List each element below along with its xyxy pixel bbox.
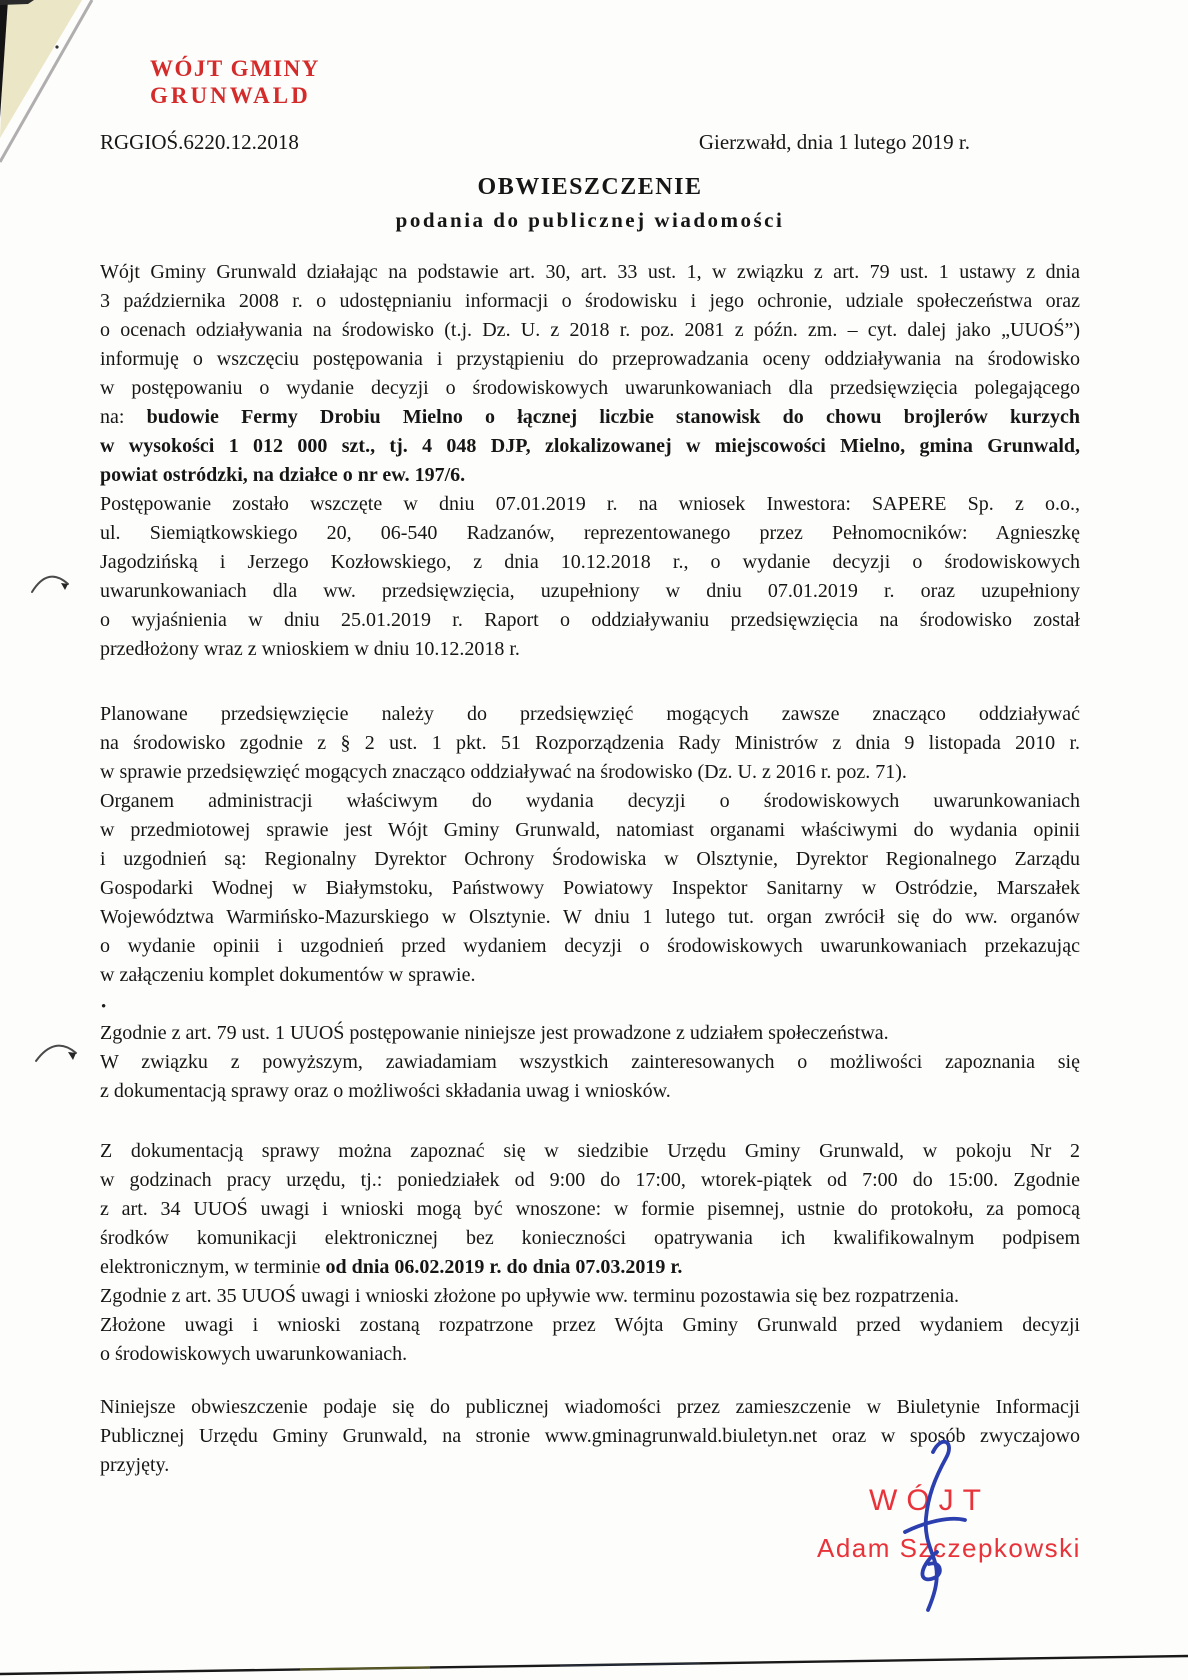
body-line: informuję o wszczęciu postępowania i przystąpieniu do przeprowadzania oceny oddziaływania na środowisko — [100, 348, 1080, 370]
body-line: Zgodnie z art. 35 UUOŚ uwagi i wnioski złożone po upływie ww. terminu pozostawia się bez rozpatrzenia. — [100, 1285, 960, 1307]
body-line: w postępowaniu o wydanie decyzji o środowiskowych uwarunkowaniach dla przedsięwzięcia polegającego — [100, 377, 1080, 399]
document-content — [100, 128, 1080, 1480]
body-line: powiat ostródzki, na działce o nr ew. 197/6. — [100, 464, 466, 486]
body-line: o wydanie opinii i uzgodnień przed wydaniem decyzji o środowiskowych uwarunkowaniach przekazując — [100, 935, 1080, 957]
place-and-date: Gierzwałd, dnia 1 lutego 2019 r. — [698, 130, 970, 154]
signature-name-stamp: Adam Szczepkowski — [817, 1533, 1081, 1563]
body-line: Postępowanie zostało wszczęte w dniu 07.01.2019 r. na wniosek Inwestora: SAPERE Sp. z o.o., — [100, 493, 1080, 515]
body-line: z dokumentacją sprawy oraz o możliwości składania uwag i wniosków. — [100, 1080, 671, 1102]
body-line: w sprawie przedsięwzięć mogących znacząco oddziaływać na środowisko (Dz. U. z 2016 r. poz. 71). — [100, 761, 907, 783]
body-line: z art. 34 UUOŚ uwagi i wnioski mogą być wnoszone: w formie pisemnej, ustnie do protokołu, za pomocą — [100, 1198, 1080, 1220]
body-line: Publicznej Urzędu Gminy Grunwald, na stronie www.gminagrunwald.biuletyn.net oraz w sposób zwyczajowo — [100, 1425, 1080, 1447]
signature-title-stamp: WÓJT — [869, 1484, 990, 1517]
meta-row — [100, 128, 1080, 156]
paragraph-art79 — [100, 1019, 1080, 1048]
body-line: Jagodzińską i Jerzego Kozłowskiego, z dnia 10.12.2018 r., o wydanie decyzji o środowiskowych — [100, 551, 1080, 573]
body-line: na: budowie Fermy Drobiu Mielno o łącznej liczbie stanowisk do chowu brojlerów kurzych — [100, 406, 1080, 428]
body-line: ul. Siemiątkowskiego 20, 06-540 Radzanów, reprezentowanego przez Pełnomocników: Agnieszkę — [100, 522, 1080, 544]
body-line: w wysokości 1 012 000 szt., tj. 4 048 DJP, zlokalizowanej w miejscowości Mielno, gmina Grunwald, — [100, 435, 1080, 457]
body-line: na środowisko zgodnie z § 2 ust. 1 pkt. 51 Rozporządzenia Rady Ministrów z dnia 9 listopada 2010 r. — [100, 732, 1080, 754]
paragraph-dokumentacja — [100, 1137, 1080, 1282]
body-line: o środowiskowych uwarunkowaniach. — [100, 1343, 408, 1365]
margin-curl-mark — [32, 1033, 84, 1073]
paragraph-organem — [100, 787, 1080, 990]
body-line: w przedmiotowej sprawie jest Wójt Gminy Grunwald, natomiast organami właściwymi do wydania opinii — [100, 819, 1080, 841]
letterhead-line1: WÓJT GMINY — [150, 56, 320, 81]
body-line: Z dokumentacją sprawy można zapoznać się w siedzibie Urzędu Gminy Grunwald, w pokoju Nr 2 — [100, 1140, 1080, 1162]
body-line: Gospodarki Wodnej w Białymstoku, Państwowy Powiatowy Inspektor Sanitarny w Ostródzie, Marszałek — [100, 877, 1080, 899]
body-line: W związku z powyższym, zawiadamiam wszystkich zainteresowanych o możliwości zapoznania się — [100, 1051, 1080, 1073]
handwritten-signature-ink — [895, 1432, 975, 1614]
paragraph-art35 — [100, 1282, 1080, 1311]
body-line: Zgodnie z art. 79 ust. 1 UUOŚ postępowanie niniejsze jest prowadzone z udziałem społeczeństwa. — [100, 1022, 889, 1044]
letterhead-line2: GRUNWALD — [150, 83, 311, 108]
body-line: przedłożony wraz z wnioskiem w dniu 10.12.2018 r. — [100, 638, 520, 660]
body-line: w godzinach pracy urzędu, tj.: poniedziałek od 9:00 do 17:00, wtorek-piątek od 7:00 do 15:00. Zgodnie — [100, 1169, 1080, 1191]
paragraph-intro — [100, 258, 1080, 490]
stray-dot-line — [100, 990, 1080, 1019]
body-line: i uzgodnień są: Regionalny Dyrektor Ochrony Środowiska w Olsztynie, Dyrektor Regionalnego Zarządu — [100, 848, 1080, 870]
margin-curl-mark — [28, 562, 76, 604]
body-line: o wyjaśnienia w dniu 25.01.2019 r. Raport o oddziaływaniu przedsięwzięcia na środowisko został — [100, 609, 1080, 631]
body-line: Wójt Gminy Grunwald działając na podstawie art. 30, art. 33 ust. 1, w związku z art. 79 ust. 1 ustawy z dnia — [100, 261, 1080, 283]
paragraph-wszczecie — [100, 490, 1080, 664]
letterhead-stamp — [150, 55, 320, 109]
body-line: uwarunkowaniach dla ww. przedsięwzięcia, uzupełniony w dniu 07.01.2019 r. oraz uzupełniony — [100, 580, 1080, 602]
body-line: 3 października 2008 r. o udostępnianiu informacji o środowisku i jego ochronie, udziale społeczeństwa oraz — [100, 290, 1080, 312]
body-line: elektronicznym, w terminie od dnia 06.02.2019 r. do dnia 07.03.2019 r. — [100, 1256, 683, 1278]
paragraph-planowane — [100, 700, 1080, 787]
document-subtitle: podania do publicznej wiadomości — [395, 208, 785, 232]
body-line: Planowane przedsięwzięcie należy do przedsięwzięć mogących zawsze znacząco oddziaływać — [100, 703, 1080, 725]
paragraph-rozpatrzenie — [100, 1311, 1080, 1369]
reference-number: RGGIOŚ.6220.12.2018 — [100, 130, 299, 154]
body-line: Złożone uwagi i wnioski zostaną rozpatrzone przez Wójta Gminy Grunwald przed wydaniem decyzji — [100, 1314, 1080, 1336]
document-title: OBWIESZCZENIE — [477, 174, 703, 200]
stray-dot: • — [101, 999, 107, 1015]
paragraph-zawiadomienie — [100, 1048, 1080, 1106]
body-text — [100, 258, 1080, 1480]
scan-edge-line — [0, 1642, 1188, 1680]
body-line: w załączeniu komplet dokumentów w sprawie. — [100, 964, 476, 986]
body-line: Niniejsze obwieszczenie podaje się do publicznej wiadomości przez zamieszczenie w Biuletynie Informacji — [100, 1396, 1080, 1418]
body-line: Organem administracji właściwym do wydania decyzji o środowiskowych uwarunkowaniach — [100, 790, 1080, 812]
body-line: Województwa Warmińsko-Mazurskiego w Olsztynie. W dniu 1 lutego tut. organ zwrócił się do ww. organów — [100, 906, 1080, 928]
body-line: przyjęty. — [100, 1454, 170, 1476]
body-line: środków komunikacji elektronicznej bez konieczności opatrywania ich kwalifikowalnym podpisem — [100, 1227, 1080, 1249]
body-line: o ocenach odziaływania na środowisko (t.j. Dz. U. z 2018 r. poz. 2081 z późn. zm. – cyt. dalej jako „UUOŚ”) — [100, 319, 1080, 341]
